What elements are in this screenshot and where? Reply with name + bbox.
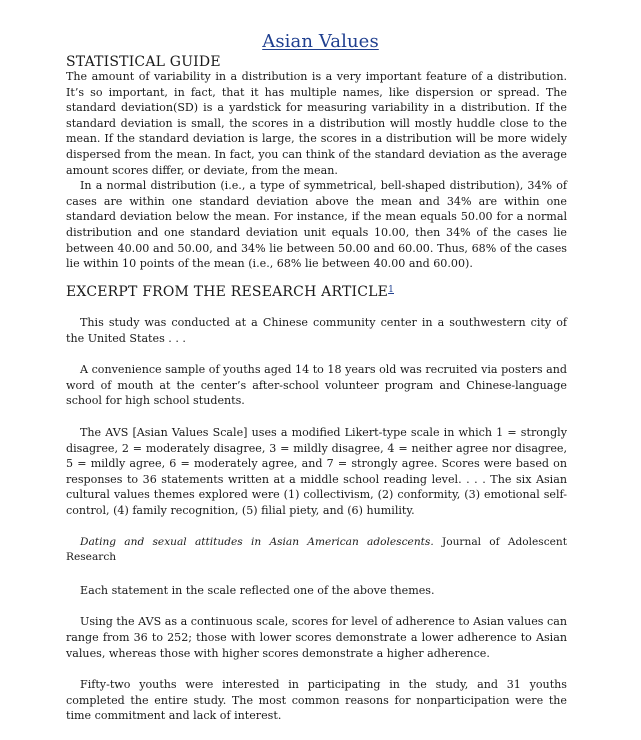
guide-paragraph: The amount of variability in a distribution is a very important feature of a distribution. It’s so important, in fact, that it has multiple names, like dispersion or spread. The standard deviation(SD) is a yardstick for measuring variability in a distribution. If the standard deviation is small, the scores in a distribution will mostly huddle close to the mean. If the standard deviation is large, the scores in a distribution will be more widely dispersed from the mean. In fact, you can think of the standard deviation as the average amount scores differ, or deviate, from the mean. [66,70,567,177]
excerpt-paragraph: The AVS [Asian Values Scale] uses a modified Likert-type scale in which 1 = strongly disagree, 2 = moderately disagree, 3 = mildly disagree, 4 = neither agree nor disagree, 5 = mildly agree, 6 = moderately agree, and 7 = strongly agree. Scores were based on responses to 36 statements written at a middle school reading level. . . . The six Asian cultural values themes explored were (1) collectivism, (2) conformity, (3) emotional self-control, (4) family recognition, (5) filial piety, and (6) humility. [66,425,567,517]
excerpt-section [66,315,567,740]
excerpt-heading [66,284,394,300]
excerpt-paragraph: A convenience sample of youths aged 14 to 18 years old was recruited via posters and word of mouth at the center’s after-school volunteer program and Chinese-language school for high school students. [66,363,567,408]
citation-title: Dating and sexual attitudes in Asian American adolescents. [80,535,434,548]
footnote-link[interactable]: 1 [388,285,394,295]
excerpt-paragraph: Fifty-two youths were interested in participating in the study, and 31 youths completed the entire study. The most common reasons for nonparticipation were the time commitment and lack of interest. [66,678,567,723]
guide-paragraph: In a normal distribution (i.e., a type of symmetrical, bell-shaped distribution), 34% of cases are within one standard deviation above the mean and 34% are within one standard deviation below the mean. For instance, if the mean equals 50.00 for a normal distribution and one standard deviation unit equals 10.00, then 34% of the cases lie between 40.00 and 50.00, and 34% lie between 50.00 and 60.00. Thus, 68% of the cases lie within 10 points of the mean (i.e., 68% lie between 40.00 and 60.00). [66,179,567,271]
citation-journal: Journal of Adolescent Research [66,535,568,564]
excerpt-paragraph: This study was conducted at a Chinese community center in a southwestern city of the United States . . . [66,316,567,345]
document-title[interactable]: Asian Values [262,31,379,52]
excerpt-paragraph: Each statement in the scale reflected one of the above themes. [80,583,435,597]
excerpt-paragraph: Using the AVS as a continuous scale, scores for level of adherence to Asian values can range from 36 to 252; those with lower scores demonstrate a lower adherence to Asian values, whereas those with higher scores demonstrate a higher adherence. [66,615,567,660]
statistical-guide-heading: STATISTICAL GUIDE [66,54,221,70]
statistical-guide-section [66,69,567,272]
excerpt-heading-text: EXCERPT FROM THE RESEARCH ARTICLE [66,284,389,300]
citation [66,535,567,566]
